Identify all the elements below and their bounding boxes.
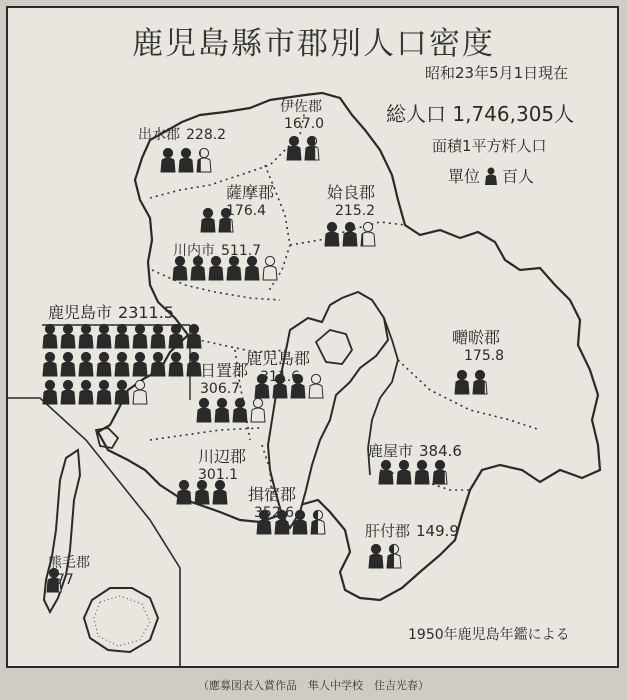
person-figure-icon bbox=[233, 398, 247, 422]
unit-label: 單位 bbox=[448, 167, 481, 186]
person-figure-icon bbox=[309, 374, 323, 398]
region-kagoshima-gun bbox=[246, 346, 310, 385]
person-figure-icon bbox=[263, 256, 277, 280]
region-kawanabe bbox=[198, 444, 246, 483]
region-value: 77 bbox=[56, 572, 74, 588]
yakushima-inner bbox=[94, 596, 150, 646]
area-note: 面積1平方粁人口 bbox=[432, 137, 547, 155]
region-kanoya bbox=[368, 440, 462, 461]
person-figure-icon bbox=[169, 324, 183, 348]
person-figure-icon bbox=[343, 222, 357, 246]
person-figure-icon bbox=[133, 352, 147, 376]
person-figure-icon bbox=[251, 398, 265, 422]
region-kimotsuki bbox=[365, 520, 459, 541]
region-name: 薩摩郡 bbox=[226, 183, 275, 202]
person-figure-icon bbox=[133, 380, 147, 404]
region-isa bbox=[280, 96, 324, 132]
person-figure-icon bbox=[433, 460, 447, 484]
total-population: 総人口 1,746,305人 bbox=[386, 102, 575, 126]
survey-date: 昭和23年5月1日現在 bbox=[425, 64, 569, 82]
data-source-note: 1950年鹿児島年鑑による bbox=[408, 627, 570, 643]
region-value: 176.4 bbox=[226, 203, 267, 219]
person-figure-icon bbox=[151, 352, 165, 376]
person-figure-icon bbox=[79, 380, 93, 404]
credit-footer: （應募図表入賞作品 隼人中学校 住吉光春） bbox=[198, 679, 429, 692]
person-figure-icon bbox=[169, 352, 183, 376]
person-figure-icon bbox=[311, 510, 325, 534]
region-value: 384.6 bbox=[419, 442, 462, 460]
person-figure-icon bbox=[79, 324, 93, 348]
region-value: 511.7 bbox=[221, 243, 262, 259]
person-figure-icon bbox=[369, 544, 383, 568]
person-figure-icon bbox=[287, 136, 301, 160]
region-izumi bbox=[138, 124, 226, 144]
person-figure-icon bbox=[397, 460, 411, 484]
person-figure-icon bbox=[43, 324, 57, 348]
yakushima bbox=[84, 588, 158, 652]
region-soo bbox=[452, 325, 504, 364]
region-name: 出水郡 bbox=[138, 127, 180, 143]
region-name: 鹿児島郡 bbox=[246, 349, 311, 368]
region-value: 175.8 bbox=[464, 348, 505, 364]
region-value: 301.1 bbox=[198, 467, 239, 483]
person-figure-icon bbox=[43, 352, 57, 376]
person-figure-icon bbox=[473, 370, 487, 394]
region-name: 肝付郡 bbox=[365, 522, 411, 540]
unit-legend bbox=[448, 164, 534, 189]
region-value: 215.2 bbox=[335, 203, 376, 219]
person-figure-icon bbox=[79, 352, 93, 376]
person-figure-icon bbox=[215, 398, 229, 422]
region-kagoshima-city bbox=[48, 300, 174, 323]
person-figure-icon bbox=[97, 380, 111, 404]
person-figure-icon bbox=[61, 324, 75, 348]
region-value: 2311.5 bbox=[118, 303, 174, 322]
person-figure-icon bbox=[133, 324, 147, 348]
region-hioki bbox=[200, 358, 248, 397]
person-figure-icon bbox=[187, 324, 201, 348]
person-figure-icon bbox=[151, 324, 165, 348]
region-ibusuki bbox=[248, 482, 296, 521]
person-figure-icon bbox=[213, 480, 227, 504]
person-figure-icon bbox=[115, 352, 129, 376]
person-figure-icon bbox=[415, 460, 429, 484]
person-figure-icon bbox=[305, 136, 319, 160]
person-figure-icon bbox=[379, 460, 393, 484]
region-name: 川内市 bbox=[173, 243, 215, 259]
region-name: 鹿児島市 bbox=[48, 303, 113, 322]
person-figure-icon bbox=[483, 167, 499, 189]
person-figure-icon bbox=[387, 544, 401, 568]
person-figure-icon bbox=[115, 380, 129, 404]
region-sendai bbox=[173, 240, 261, 260]
person-figure-icon bbox=[61, 380, 75, 404]
person-figure-icon bbox=[179, 148, 193, 172]
region-name: 伊佐郡 bbox=[280, 99, 322, 115]
region-value: 149.9 bbox=[416, 522, 459, 540]
region-name: 揖宿郡 bbox=[248, 485, 297, 504]
person-figure-icon bbox=[197, 148, 211, 172]
map-title: 鹿児島縣市郡別人口密度 bbox=[132, 26, 495, 62]
person-figure-icon bbox=[455, 370, 469, 394]
region-name: 日置郡 bbox=[200, 361, 249, 380]
person-figure-icon bbox=[197, 398, 211, 422]
person-figure-icon bbox=[97, 324, 111, 348]
region-name: 川辺郡 bbox=[198, 447, 247, 466]
region-satsuma bbox=[226, 180, 274, 219]
region-aira bbox=[327, 180, 375, 219]
region-value: 352.6 bbox=[254, 505, 295, 521]
person-figure-icon bbox=[177, 480, 191, 504]
person-figure-icon bbox=[61, 352, 75, 376]
person-figure-icon bbox=[187, 352, 201, 376]
region-name: 鹿屋市 bbox=[368, 442, 414, 460]
region-value: 167.0 bbox=[284, 116, 325, 132]
person-figure-icon bbox=[97, 352, 111, 376]
region-value: 228.2 bbox=[186, 127, 227, 143]
region-name: 熊毛郡 bbox=[48, 555, 90, 571]
region-name: 囎唹郡 bbox=[452, 328, 501, 347]
person-figure-icon bbox=[325, 222, 339, 246]
person-figure-icon bbox=[201, 208, 215, 232]
region-value: 306.7 bbox=[200, 381, 241, 397]
region-kumage bbox=[48, 552, 90, 588]
person-figure-icon bbox=[43, 380, 57, 404]
person-figure-icon bbox=[195, 480, 209, 504]
region-name: 姶良郡 bbox=[327, 183, 376, 202]
region-value: 311.6 bbox=[260, 369, 301, 385]
person-figure-icon bbox=[161, 148, 175, 172]
person-figure-icon bbox=[115, 324, 129, 348]
unit-value: 百人 bbox=[502, 167, 535, 186]
person-figure-icon bbox=[361, 222, 375, 246]
